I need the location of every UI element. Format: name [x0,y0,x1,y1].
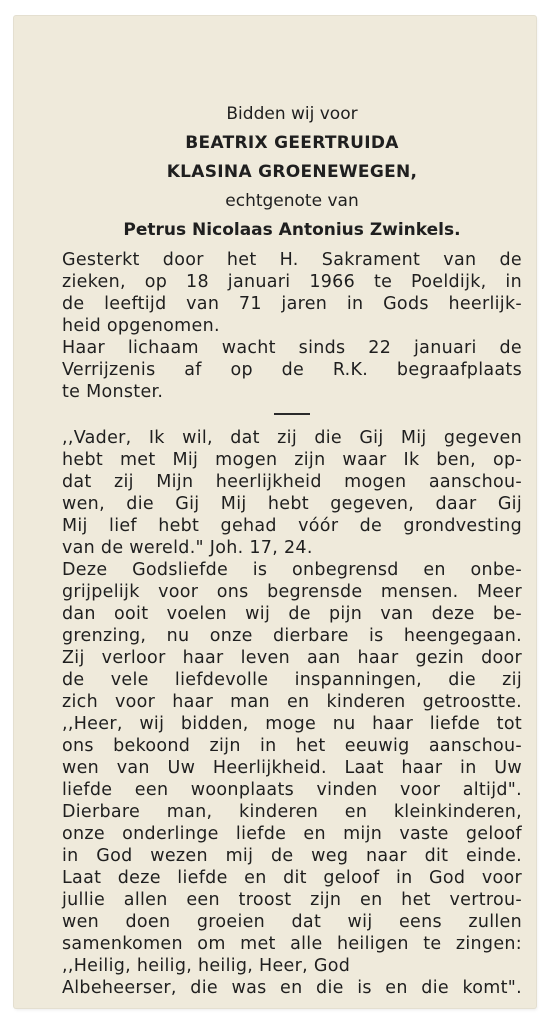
prayer-card [14,16,536,1008]
death-notice-line: Gesterkt door het H. Sakrament van de [62,250,522,270]
intro-text: Bidden wij voor [226,104,358,124]
text-line: ,,Heer, wij bidden, moge nu haar liefde tot [62,714,522,734]
divider-line [274,413,310,415]
text-line: zich voor haar man en kinderen getroostte. [62,692,522,712]
text-line: ,,Vader, Ik wil, dat zij die Gij Mij gegeven [62,428,522,448]
deceased-name-line-2: KLASINA GROENEWEGEN, [166,162,418,182]
text-line: jullie allen een troost zijn en het vertrou- [62,890,522,910]
death-notice-paragraph [62,249,522,403]
text-line: van de wereld." Joh. 17, 24. [62,538,313,558]
card-content [62,100,522,999]
death-notice-line: zieken, op 18 januari 1966 te Poeldijk, in [62,272,522,292]
text-line: wen, die Gij Mij hebt gegeven, daar Gij [62,494,522,514]
text-line: Mij lief hebt gehad vóór de grondvesting [62,516,522,536]
text-line: in God wezen mij de weg naar dit einde. [62,846,522,866]
meditation-text [62,427,522,999]
death-notice-line: te Monster. [62,382,164,402]
death-notice-line: de leeftijd van 71 jaren in Gods heerlijk- [62,294,522,314]
spouse-name: Petrus Nicolaas Antonius Zwinkels. [123,220,461,240]
text-line: Albeheerser, die was en die is en die komt". [62,978,522,998]
death-notice-line: Verrijzenis af op de R.K. begraafplaats [62,360,522,380]
spouse-intro: echtgenote van [225,191,359,211]
text-line: hebt met Mij mogen zijn waar Ik ben, op- [62,450,522,470]
text-line: samenkomen om met alle heiligen te zingen: [62,934,522,954]
text-line: wen doen groeien dat wij eens zullen [62,912,522,932]
death-notice-line: Haar lichaam wacht sinds 22 januari de [62,338,522,358]
deceased-name-line-1: BEATRIX GEERTRUIDA [185,133,399,153]
text-line: ,,Heilig, heilig, heilig, Heer, God [62,956,351,976]
text-line: Zij verloor haar leven aan haar gezin door [62,648,522,668]
text-line: liefde een woonplaats vinden voor altijd". [62,780,522,800]
text-line: dat zij Mijn heerlijkheid mogen aanschou- [62,472,522,492]
text-line: Dierbare man, kinderen en kleinkinderen, [62,802,522,822]
text-line: grenzing, nu onze dierbare is heengegaan. [62,626,522,646]
death-notice-line: heid opgenomen. [62,316,220,336]
text-line: dan ooit voelen wij de pijn van deze be- [62,604,522,624]
text-line: ons bekoond zijn in het eeuwig aanschou- [62,736,522,756]
text-line: de vele liefdevolle inspanningen, die zij [62,670,522,690]
text-line: Deze Godsliefde is onbegrensd en onbe- [62,560,522,580]
text-line: grijpelijk voor ons begrensde mensen. Meer [62,582,522,602]
text-line: wen van Uw Heerlijkheid. Laat haar in Uw [62,758,522,778]
text-line: Laat deze liefde en dit geloof in God voor [62,868,522,888]
text-line: onze onderlinge liefde en mijn vaste geloof [62,824,522,844]
